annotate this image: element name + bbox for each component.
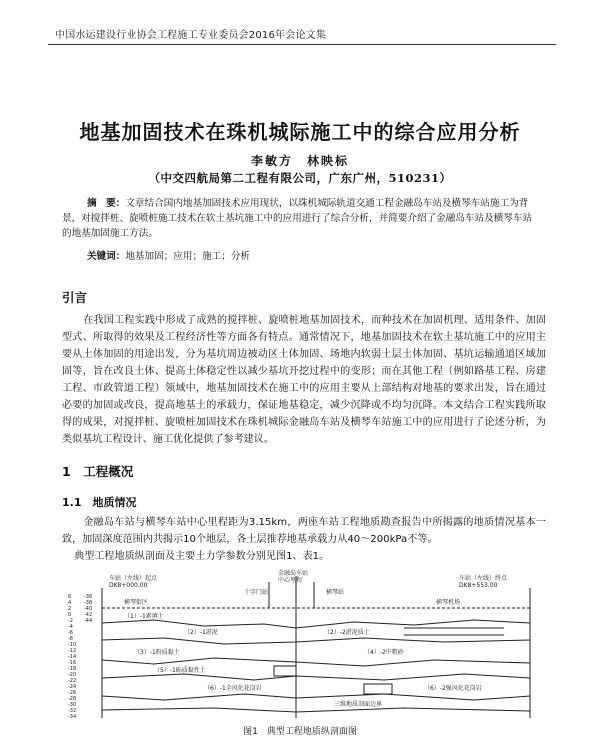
affiliation: （中交四航局第二工程有限公司，广东广州，510231） — [148, 171, 452, 185]
label-layer3: （2）-2淤泥质土 — [324, 629, 370, 636]
label-layer5: （4）-2中粗砂 — [364, 649, 404, 656]
axis-tick-m32: -32 — [68, 708, 77, 714]
section1-1-paragraph2: 典型工程地质纵剖面及主要土力学参数分别见图1、表1。 — [74, 551, 330, 562]
axis-tick-m36: -36 — [84, 594, 93, 600]
geology-box-right — [364, 684, 392, 694]
axis-tick-m18: -18 — [68, 666, 77, 672]
section1-1-heading: 1.1 地质情况 — [62, 496, 137, 509]
axis-tick-m16: -16 — [68, 660, 77, 666]
authors: 李敏方 林映标 — [250, 154, 349, 168]
label-top-a: 十字门站 — [244, 589, 269, 596]
layer-boundary-4 — [102, 674, 530, 680]
label-layer9: 三维地质剖面边界 — [334, 701, 383, 708]
layer-boundary-3 — [102, 658, 530, 666]
label-right-mileage: DK8+553.00 — [459, 582, 498, 589]
intro-heading: 引言 — [62, 290, 88, 305]
figure-caption: 图1 典型工程地质纵剖面图 — [243, 727, 357, 737]
axis-tick-m28: -28 — [68, 696, 77, 702]
layer-boundary-1 — [102, 620, 530, 628]
axis-tick-0: 0 — [68, 612, 72, 618]
axis-tick-m20: -20 — [68, 672, 77, 678]
axis-tick-m2: -2 — [68, 618, 73, 624]
paper-title: 地基加固技术在珠机城际施工中的综合应用分析 — [79, 120, 521, 144]
label-top-b: 横琴站 — [326, 589, 345, 596]
axis-tick-m34: -34 — [68, 714, 77, 720]
axis-tick-m10: -10 — [68, 642, 77, 648]
layer-boundary-2 — [102, 638, 530, 644]
section1-heading: 1 工程概况 — [62, 464, 134, 479]
abstract — [62, 196, 538, 241]
label-mid-station2: 中心里程 — [278, 577, 303, 584]
axis-tick-m22: -22 — [68, 678, 77, 684]
geology-profile-svg — [64, 568, 554, 720]
layer-boundary-6 — [102, 708, 530, 712]
label-layer2: （2）-1淤泥 — [184, 629, 218, 636]
axis-tick-m30: -30 — [68, 702, 77, 708]
label-layer8: （6）-2强风化花岗岩 — [424, 685, 482, 692]
keywords-label: 关键词： — [86, 251, 126, 262]
axis-tick-m6: -6 — [68, 630, 73, 636]
label-layer6: （5）-1砾质黏性土 — [154, 667, 206, 674]
axis-tick-m8: -8 — [68, 636, 73, 642]
abstract-text: 文章结合国内地基加固技术应用现状，以珠机城际轨道交通工程金融岛车站及横琴车站施工为背景，对搅拌桩、旋喷桩施工技术在软土基坑施工中的应用进行了综合分析，并简要介绍了金融岛车站及横琴车站的地基加固施工方法。 — [62, 198, 533, 239]
axis-tick-m40: -40 — [84, 606, 93, 612]
axis-tick-m38: -38 — [84, 600, 93, 606]
section1-1-paragraph1: 金融岛车站与横琴车站中心里程距为3.15km，两座车站工程地质勘查报告中所揭露的地质情况基本一致，加固深度范围内共揭示10个地层，各土层推荐地基承载力从40～200kPa不等。 — [62, 517, 546, 545]
axis-tick-m42: -42 — [84, 612, 93, 618]
geology-profile-figure — [64, 568, 554, 724]
axis-tick-m4: -4 — [68, 624, 73, 630]
label-layer1: （1）-1素填土 — [124, 613, 164, 620]
abstract-label: 摘 要： — [86, 198, 126, 209]
label-left-station: 车站（左线）起点 — [109, 575, 158, 582]
keywords — [62, 249, 538, 264]
label-left-mileage: DK8+000.00 — [109, 582, 148, 589]
axis-tick-2: 2 — [68, 606, 72, 612]
geology-box-left — [274, 666, 296, 676]
intro-paragraph: 在我国工程实践中形成了成熟的搅拌桩、旋喷桩地基加固技术，而种技术在加固机理、适用条件、加固型式、所取得的效果及工程经济性等方面各有特点。通常情况下，地基加固技术在软土基坑施工中的应用主要从土体加固的用途出发，分为基坑周边被动区土体加固、场地内软弱土层土体加固、基坑运输通道区域加固等，旨在改良土体、提高土体稳定性以减少基坑开挖过程中的变形；而在其他工程（例如路基工程、房建工程、市政管道工程）领域中，地基加固技术在施工中的应用主要从上部结构对地基的要求出发，旨在通过必要的加固或改良，提高地基土的承载力，保证地基稳定，减少沉降或不均匀沉降。本文结合工程实践所取得的成果，对搅拌桩、旋喷桩加固技术在珠机城际金融岛车站及横琴车站施工中的应用进行了论述分析，为类似基坑工程设计、施工优化提供了参考建议。 — [62, 315, 546, 445]
label-mid-station1: 金融岛车站 — [278, 570, 309, 577]
axis-tick-m24: -24 — [68, 684, 77, 690]
axis-tick-m12: -12 — [68, 648, 77, 654]
axis-tick-m26: -26 — [68, 690, 77, 696]
axis-tick-4: 4 — [68, 600, 72, 606]
keywords-text: 地基加固；应用；施工；分析 — [125, 251, 251, 262]
layer-boundary-5 — [102, 694, 530, 700]
label-layer7: （6）-1全风化花岗岩 — [204, 685, 262, 692]
axis-tick-m44: -44 — [84, 618, 93, 624]
label-layer4: （3）-1粉质黏土 — [134, 649, 180, 656]
label-area-left: 横琴街区 — [124, 599, 149, 606]
axis-tick-m14: -14 — [68, 654, 77, 660]
running-head: 中国水运建设行业协会工程施工专业委员会2016年会论文集 — [55, 30, 327, 41]
axis-tick-6: 6 — [68, 594, 72, 600]
label-area-right: 横琴机场 — [436, 599, 461, 606]
header-rule — [48, 44, 556, 45]
label-right-station: 车站（左线）终点 — [459, 575, 508, 582]
